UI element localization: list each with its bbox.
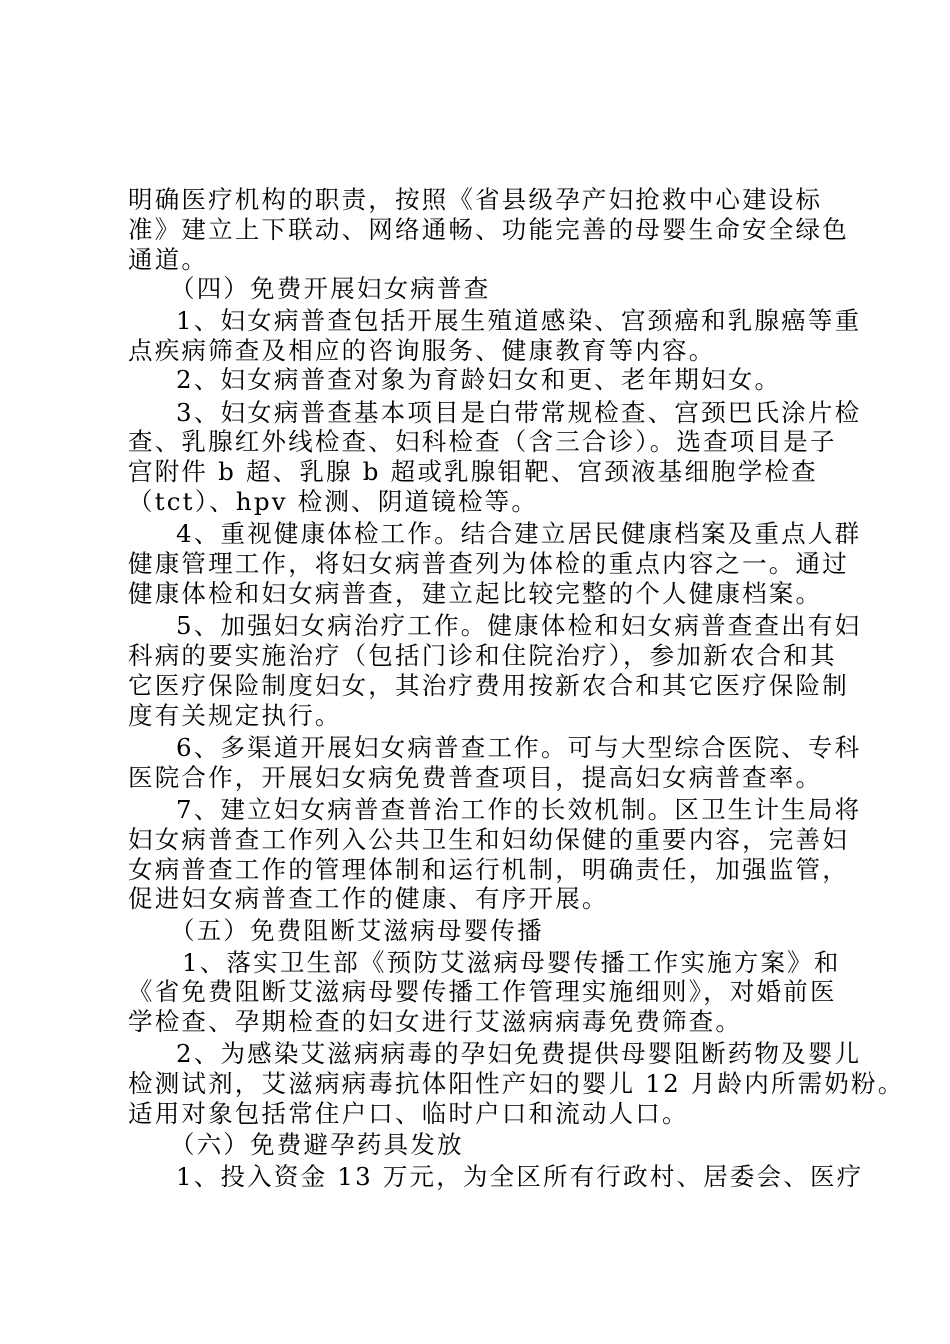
section-heading: （六）免费避孕药具发放 — [170, 1130, 464, 1159]
text-line: 宫附件 b 超、乳腺 b 超或乳腺钼靶、宫颈液基细胞学检查 — [128, 457, 818, 486]
text-line: 医院合作，开展妇女病免费普查项目，提高妇女病普查率。 — [128, 763, 823, 792]
text-line: 健康管理工作，将妇女病普查列为体检的重点内容之一。通过 — [128, 549, 849, 578]
text-line: 4、重视健康体检工作。结合建立居民健康档案及重点人群 — [176, 519, 862, 548]
text-line: 学检查、孕期检查的妇女进行艾滋病病毒免费筛查。 — [128, 1007, 743, 1036]
text-line: 通道。 — [128, 245, 209, 274]
text-line: 促进妇女病普查工作的健康、有序开展。 — [128, 884, 609, 913]
text-line: 适用对象包括常住户口、临时户口和流动人口。 — [128, 1099, 689, 1128]
text-line: （tct）、hpv 检测、阴道镜检等。 — [128, 487, 539, 516]
text-line: 女病普查工作的管理体制和运行机制，明确责任，加强监管， — [128, 855, 849, 884]
section-heading: （五）免费阻断艾滋病母婴传播 — [170, 916, 544, 945]
text-line: 1、妇女病普查包括开展生殖道感染、宫颈癌和乳腺癌等重 — [176, 306, 862, 335]
text-line: 点疾病筛查及相应的咨询服务、健康教育等内容。 — [128, 336, 716, 365]
text-line: 度有关规定执行。 — [128, 701, 342, 730]
text-line: 检测试剂，艾滋病病毒抗体阳性产妇的婴儿 12 月龄内所需奶粉。 — [128, 1069, 905, 1098]
text-line: 3、妇女病普查基本项目是白带常规检查、宫颈巴氏涂片检 — [176, 398, 862, 427]
text-line: 健康体检和妇女病普查，建立起比较完整的个人健康档案。 — [128, 579, 823, 608]
text-line: 1、落实卫生部《预防艾滋病母婴传播工作实施方案》和 — [182, 948, 841, 977]
text-line: 妇女病普查工作列入公共卫生和妇幼保健的重要内容，完善妇 — [128, 825, 849, 854]
text-line: 1、投入资金 13 万元，为全区所有行政村、居委会、医疗 — [176, 1162, 864, 1191]
text-line: 科病的要实施治疗（包括门诊和住院治疗），参加新农合和其 — [128, 641, 837, 670]
text-line: 6、多渠道开展妇女病普查工作。可与大型综合医院、专科 — [176, 733, 862, 762]
text-line: 它医疗保险制度妇女，其治疗费用按新农合和其它医疗保险制 — [128, 671, 849, 700]
text-line: 《省免费阻断艾滋病母婴传播工作管理实施细则》，对婚前医 — [128, 977, 837, 1006]
text-line: 明确医疗机构的职责，按照《省县级孕产妇抢救中心建设标 — [128, 185, 823, 214]
text-line: 2、妇女病普查对象为育龄妇女和更、老年期妇女。 — [176, 365, 782, 394]
text-line: 2、为感染艾滋病病毒的孕妇免费提供母婴阻断药物及婴儿 — [176, 1039, 862, 1068]
section-heading: （四）免费开展妇女病普查 — [170, 274, 491, 303]
text-line: 查、乳腺红外线检查、妇科检查（含三合诊）。选查项目是子 — [128, 427, 837, 456]
text-line: 准》建立上下联动、网络通畅、功能完善的母婴生命安全绿色 — [128, 215, 849, 244]
text-line: 7、建立妇女病普查普治工作的长效机制。区卫生计生局将 — [176, 795, 862, 824]
text-line: 5、加强妇女病治疗工作。健康体检和妇女病普查查出有妇 — [176, 611, 862, 640]
